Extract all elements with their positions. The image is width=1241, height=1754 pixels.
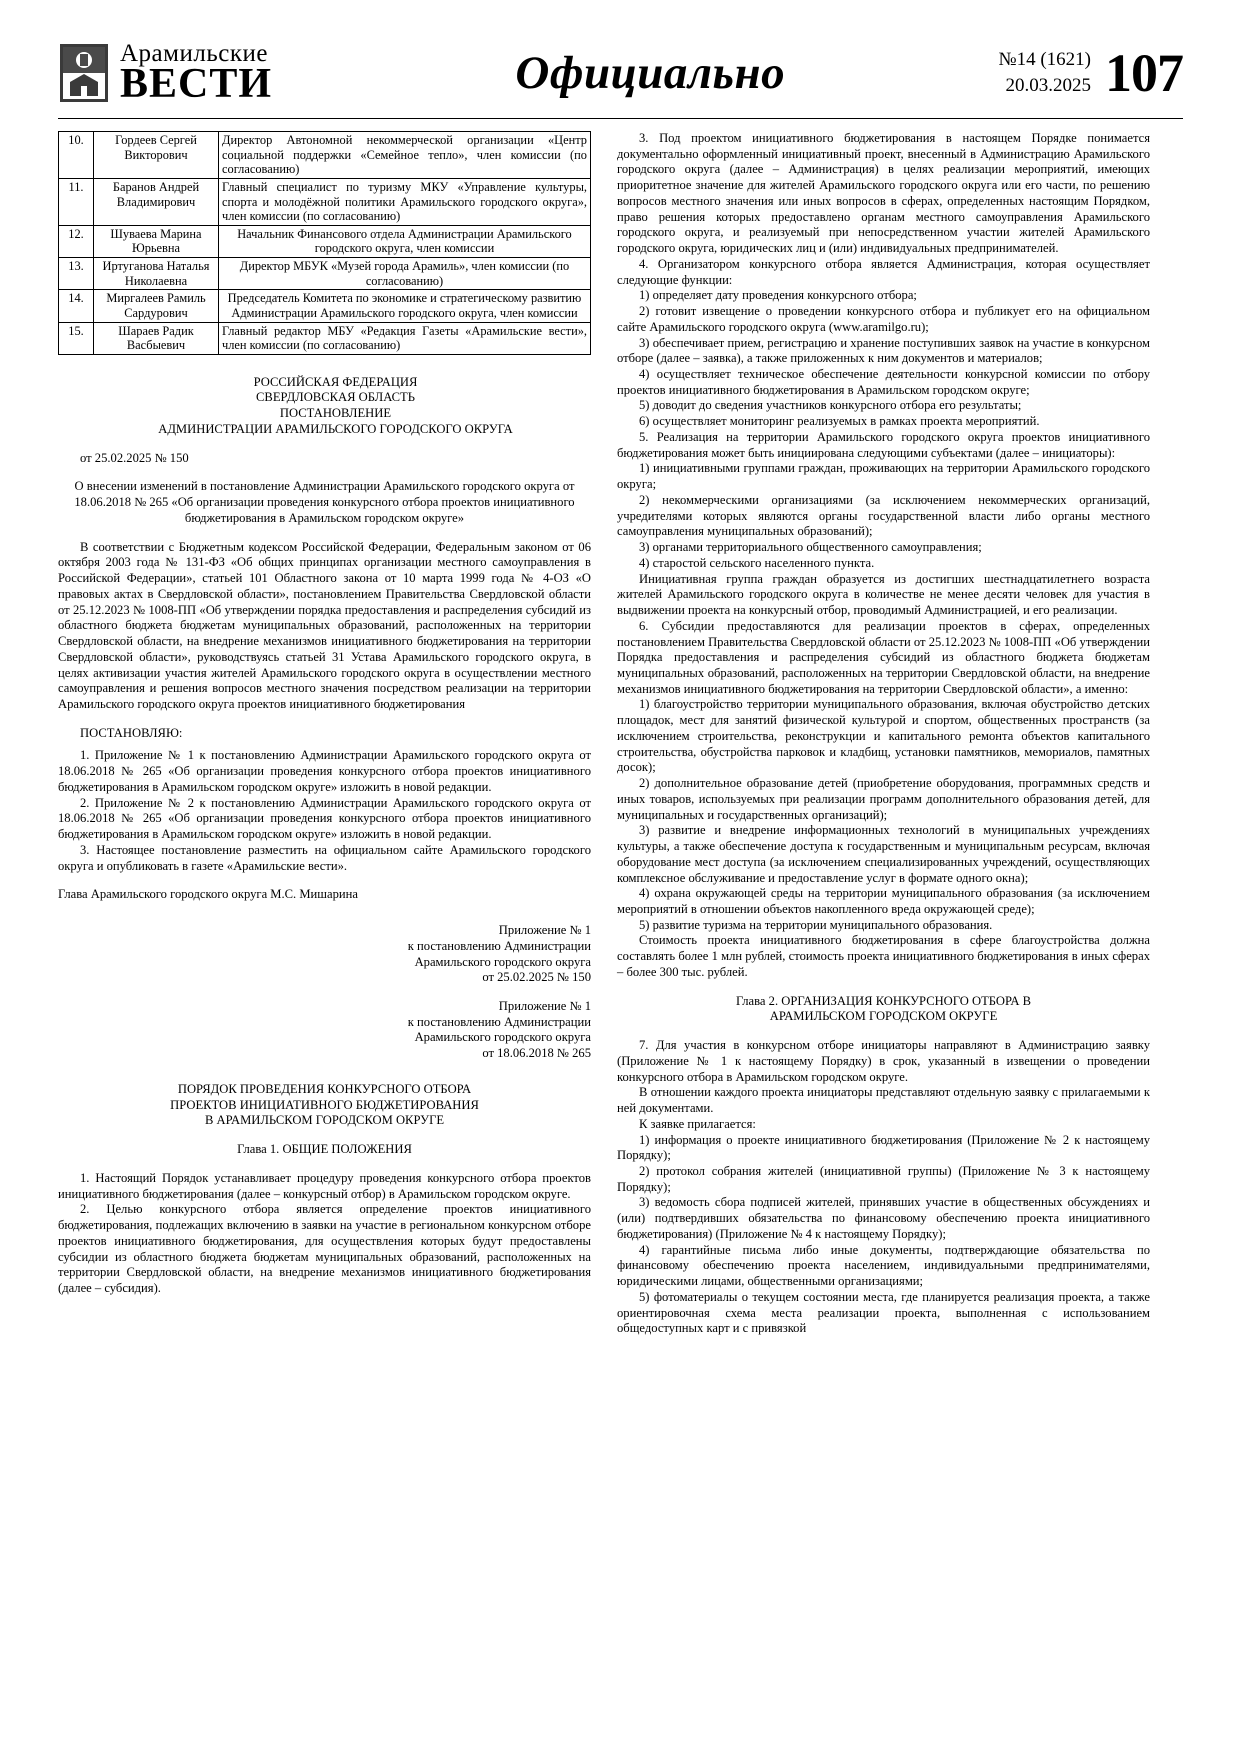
row-number: 13.	[59, 258, 94, 290]
signature-line: Глава Арамильского городского округа М.С. Мишарина	[58, 887, 358, 902]
order-item: 4) гарантийные письма либо иные документы, подтверждающие обязательства по финансовому обеспечению проекта населением, индивидуальными предпринимателями, юридическими лицами, общественными организациями;	[617, 1242, 1150, 1289]
right-column	[617, 131, 1150, 1337]
row-role: Председатель Комитета по экономике и стратегическому развитию Администрации Арамильского городского округа, член комиссии	[219, 290, 591, 322]
row-number: 11.	[59, 178, 94, 225]
logo-line-1: Арамильские	[120, 40, 268, 68]
row-role: Начальник Финансового отдела Администрации Арамильского городского округа, член комиссии	[219, 225, 591, 257]
appendix1-line-3: Арамильского городского округа	[414, 954, 591, 969]
table-row	[59, 290, 591, 322]
row-role: Главный редактор МБУ «Редакция Газеты «Арамильские вести», член комиссии (по согласованию)	[219, 322, 591, 354]
order-item: 3) ведомость сбора подписей жителей, принявших участие в общественных обсуждениях и (или) подтвердивших обязательства по финансовому обеспечению проекта инициативного бюджетирования) (Приложение № 4 к настоящему Порядку);	[617, 1195, 1150, 1241]
order-item: 4. Организатором конкурсного отбора является Администрация, которая осуществляет следующие функции:	[617, 256, 1150, 287]
order-item: 5. Реализация на территории Арамильского городского округа проектов инициативного бюджетирования может быть инициирована следующими субъектами (далее – инициаторы):	[617, 429, 1150, 460]
order-item: 2) протокол собрания жителей (инициативной группы) (Приложение № 3 к настоящему Порядку);	[617, 1164, 1150, 1194]
coat-of-arms-icon	[58, 42, 110, 104]
logo-wordmark	[120, 40, 273, 108]
order-item: Инициативная группа граждан образуется из достигших шестнадцатилетнего возраста жителей Арамильского городского округа в количестве не менее десяти человек для участия в выдвижении проекта на конкурсный отбор, проводимый Администрацией, и его реализации.	[617, 571, 1150, 618]
order-title-line-1: ПОРЯДОК ПРОВЕДЕНИЯ КОНКУРСНОГО ОТБОРА	[177, 1081, 472, 1096]
order-title-line-2: ПРОЕКТОВ ИНИЦИАТИВНОГО БЮДЖЕТИРОВАНИЯ	[170, 1097, 479, 1112]
order-item: 3) обеспечивает прием, регистрацию и хранение поступивших заявок на участие в конкурсном отборе (далее – заявка), а также приложенных к ним документов и материалов;	[617, 335, 1150, 366]
issue-date: 20.03.2025	[1005, 75, 1091, 96]
order-item: 2) некоммерческими организациями (за исключением некоммерческих организаций, учредителями которых являются органы государственной власти либо органы местного самоуправления муниципальных образований);	[617, 492, 1150, 539]
doc-header-line-2: СВЕРДЛОВСКАЯ ОБЛАСТЬ	[256, 390, 415, 405]
appendix2-line-4: от 18.06.2018 № 265	[482, 1046, 591, 1061]
table-row	[59, 225, 591, 257]
table-row	[59, 258, 591, 290]
order-item: 6) осуществляет мониторинг реализуемых в рамках проекта мероприятий.	[639, 414, 1040, 429]
page-title: Официально	[515, 47, 786, 99]
decree-subject: О внесении изменений в постановление Администрации Арамильского городского округа от 18.06.2018 № 265 «Об организации проведения конкурсного отбора проектов инициативного бюджетирования в Арамильском городском округе»	[74, 479, 575, 525]
order-item: 5) фотоматериалы о текущем состоянии места, где планируется реализация проекта, а также ориентировочная схема места реализации проекта, выполненная с использованием общедоступных карт и с привязкой	[617, 1289, 1150, 1336]
decree-preamble: В соответствии с Бюджетным кодексом Российской Федерации, Федеральным законом от 06 октября 2003 года № 131-ФЗ «Об общих принципах организации местного самоуправления в Российской Федерации», статьей 101 Областного закона от 10 марта 1999 года № 4-ОЗ «О правовых актах в Свердловской области», постановлением Правительства Свердловской области от 25.12.2023 № 1008-ПП «Об утверждении порядка предоставления и распределения субсидий из областного бюджета бюджетам муниципальных образований, расположенных на территории Свердловской области, на внедрение механизмов инициативного бюджетирования на территории Свердловской области», руководствуясь статьей 31 Устава Арамильского городского округа, в целях активизации участия жителей Арамильского городского округа в осуществлении местного самоуправления и решения вопросов местного значения посредством реализации на территории Арамильского городского округа проектов инициативного бюджетирования	[58, 539, 591, 711]
order-item: 3. Под проектом инициативного бюджетирования в настоящем Порядке понимается документально оформленный инициативный проект, внесенный в Администрацию Арамильского городского округа (далее – Администрация) в целях реализации мероприятий, имеющих приоритетное значение для жителей Арамильского городского округа или его части, по решению вопросов местного значения или иных вопросов в сферах, определенных настоящим Порядком, право решения которых предоставлено органам местного самоуправления Арамильского городского округа, и реализуемый при непосредственном участии жителей Арамильского городского округа, юридических лиц и (или) индивидуальных предпринимателей.	[617, 131, 1150, 256]
decree-item: 2. Приложение № 2 к постановлению Администрации Арамильского городского округа от 18.06.2018 № 265 «Об организации проведения конкурсного отбора проектов инициативного бюджетирования в Арамильском городском округе» изложить в новой редакции.	[58, 795, 591, 842]
order-item: 1) благоустройство территории муниципального образования, включая обустройство детских площадок, мест для занятий физической культурой и спортом, общественных пространств (за исключением строительства, реконструкции и капитального ремонта объектов капитального строительства, обустройства парковок и кладбищ, установки памятников, мемориалов, памятных досок);	[617, 697, 1150, 775]
row-name: Миргалеев Рамиль Сардурович	[94, 290, 219, 322]
row-name: Шараев Радик Васбыевич	[94, 322, 219, 354]
order-item: 1) инициативными группами граждан, проживающих на территории Арамильского городского округа;	[617, 461, 1150, 492]
order-item: 3) органами территориального общественного самоуправления;	[639, 540, 982, 555]
row-role: Главный специалист по туризму МКУ «Управление культуры, спорта и молодёжной политики Арамильского городского округа», член комиссии (по согласованию)	[219, 178, 591, 225]
appendix2-line-1: Приложение № 1	[498, 998, 591, 1013]
row-name: Гордеев Сергей Викторович	[94, 132, 219, 179]
content-columns	[0, 119, 1241, 1337]
resolve-label: ПОСТАНОВЛЯЮ:	[80, 725, 183, 740]
order-item: 3) развитие и внедрение информационных технологий в муниципальных учреждениях культуры, а также обеспечение доступа к государственным и муниципальным ресурсам, включая оборудование мест доступа (за исключением специализированных учреждений, осуществляющих комплексное обслуживание и предоставление услуг в формате одного окна);	[617, 823, 1150, 885]
row-number: 14.	[59, 290, 94, 322]
order-item: 7. Для участия в конкурсном отборе инициаторы направляют в Администрацию заявку (Приложение № 1 к настоящему Порядку) в срок, указанный в извещении о проведении конкурсного отбора в Арамильском городском округе.	[617, 1038, 1150, 1084]
appendix1-line-2: к постановлению Администрации	[407, 938, 591, 953]
publication-logo	[58, 40, 273, 108]
doc-header-line-4: АДМИНИСТРАЦИИ АРАМИЛЬСКОГО ГОРОДСКОГО ОКРУГА	[158, 421, 513, 436]
order-item: 4) осуществляет техническое обеспечение деятельности конкурсной комиссии по отбору проектов инициативного бюджетирования в Арамильском городском округе;	[617, 367, 1150, 397]
order-title-line-3: В АРАМИЛЬСКОМ ГОРОДСКОМ ОКРУГЕ	[204, 1113, 445, 1128]
left-column	[58, 131, 591, 1337]
order-item: 6. Субсидии предоставляются для реализации проектов в сферах, определенных постановлением Правительства Свердловской области от 25.12.2023 № 1008-ПП «Об утверждении Порядка предоставления и распределения субсидий из областного бюджета бюджетам муниципальных образований, расположенных на территории Свердловской области, на внедрение механизмов инициативного бюджетирования на территории Свердловской области», а именно:	[617, 618, 1150, 696]
decree-item: 3. Настоящее постановление разместить на официальном сайте Арамильского городского округа и опубликовать в газете «Арамильские вести».	[58, 842, 591, 873]
appendix1-line-1: Приложение № 1	[498, 923, 591, 938]
order-item: 5) развитие туризма на территории муниципального образования.	[639, 917, 993, 932]
table-row	[59, 132, 591, 179]
appendix2-line-2: к постановлению Администрации	[407, 1014, 591, 1029]
order-item: 1) определяет дату проведения конкурсного отбора;	[639, 288, 917, 303]
order-item: К заявке прилагается:	[639, 1116, 756, 1131]
doc-header-line-3: ПОСТАНОВЛЕНИЕ	[279, 406, 392, 421]
appendix1-line-4: от 25.02.2025 № 150	[482, 970, 591, 985]
table-row	[59, 322, 591, 354]
order-item: 2) дополнительное образование детей (приобретение оборудования, программных средств и иных товаров, используемых при реализации программ дополнительного образования детей, для муниципальных и государственных организаций);	[617, 776, 1150, 822]
chapter2-title-line-2: АРАМИЛЬСКОМ ГОРОДСКОМ ОКРУГЕ	[769, 1009, 998, 1024]
page-number: 107	[1105, 43, 1183, 103]
commission-members-table	[58, 131, 591, 355]
decree-item: 1. Приложение № 1 к постановлению Администрации Арамильского городского округа от 18.06.2018 № 265 «Об организации проведения конкурсного отбора проектов инициативного бюджетирования в Арамильском городском округе» изложить в новой редакции.	[58, 748, 591, 794]
chapter2-title-line-1: Глава 2. ОРГАНИЗАЦИЯ КОНКУРСНОГО ОТБОРА В	[735, 993, 1032, 1008]
order-item: 4) старостой сельского населенного пункта.	[639, 555, 875, 570]
order-item: В отношении каждого проекта инициаторы представляют отдельную заявку с прилагаемыми к ней документами.	[617, 1085, 1150, 1116]
order-item: 5) доводит до сведения участников конкурсного отбора его результаты;	[639, 398, 1022, 413]
row-number: 12.	[59, 225, 94, 257]
order-item: 4) охрана окружающей среды на территории муниципального образования (за исключением мероприятий в отношении объектов накопленного вреда окружающей среде);	[617, 886, 1150, 916]
row-role: Директор МБУК «Музей города Арамиль», член комиссии (по согласованию)	[219, 258, 591, 290]
doc-header-line-1: РОССИЙСКАЯ ФЕДЕРАЦИЯ	[253, 374, 418, 389]
row-number: 10.	[59, 132, 94, 179]
row-role: Директор Автономной некоммерческой организации «Центр социальной поддержки «Семейное тепло», член комиссии (по согласованию)	[219, 132, 591, 179]
row-name: Баранов Андрей Владимирович	[94, 178, 219, 225]
row-name: Иртуганова Наталья Николаевна	[94, 258, 219, 290]
masthead	[0, 0, 1241, 112]
issue-info	[998, 47, 1105, 98]
chapter1-item: 2. Целью конкурсного отбора является определение проектов инициативного бюджетирования, подлежащих включению в заявки на участие в региональном конкурсном отборе проектов инициативного бюджетирования, для осуществления которых будут предоставлены субсидии из областного бюджета бюджетам муниципальных образований, расположенных на территории Свердловской области, на внедрение механизмов инициативного бюджетирования (далее – субсидия).	[58, 1202, 591, 1295]
appendix2-line-3: Арамильского городского округа	[414, 1030, 591, 1045]
order-item: Стоимость проекта инициативного бюджетирования в сфере благоустройства должна составлять более 1 млн рублей, стоимость проекта инициативного бюджетирования в иных сферах – более 300 тыс. рублей.	[617, 933, 1150, 979]
chapter1-item: 1. Настоящий Порядок устанавливает процедуру проведения конкурсного отбора проектов инициативного бюджетирования (далее – конкурсный отбор) в Арамильском городском округе.	[58, 1170, 591, 1201]
row-number: 15.	[59, 322, 94, 354]
decree-date-number: от 25.02.2025 № 150	[80, 450, 189, 465]
logo-line-2: ВЕСТИ	[120, 61, 273, 108]
row-name: Шуваева Марина Юрьевна	[94, 225, 219, 257]
table-row	[59, 178, 591, 225]
chapter1-title: Глава 1. ОБЩИЕ ПОЛОЖЕНИЯ	[237, 1142, 412, 1157]
order-item: 1) информация о проекте инициативного бюджетирования (Приложение № 2 к настоящему Порядку);	[617, 1132, 1150, 1163]
issue-number: №14 (1621)	[998, 49, 1091, 71]
order-item: 2) готовит извещение о проведении конкурсного отбора и публикует его на официальном сайте Арамильского городского округа (www.aramilgo.ru);	[617, 304, 1150, 334]
